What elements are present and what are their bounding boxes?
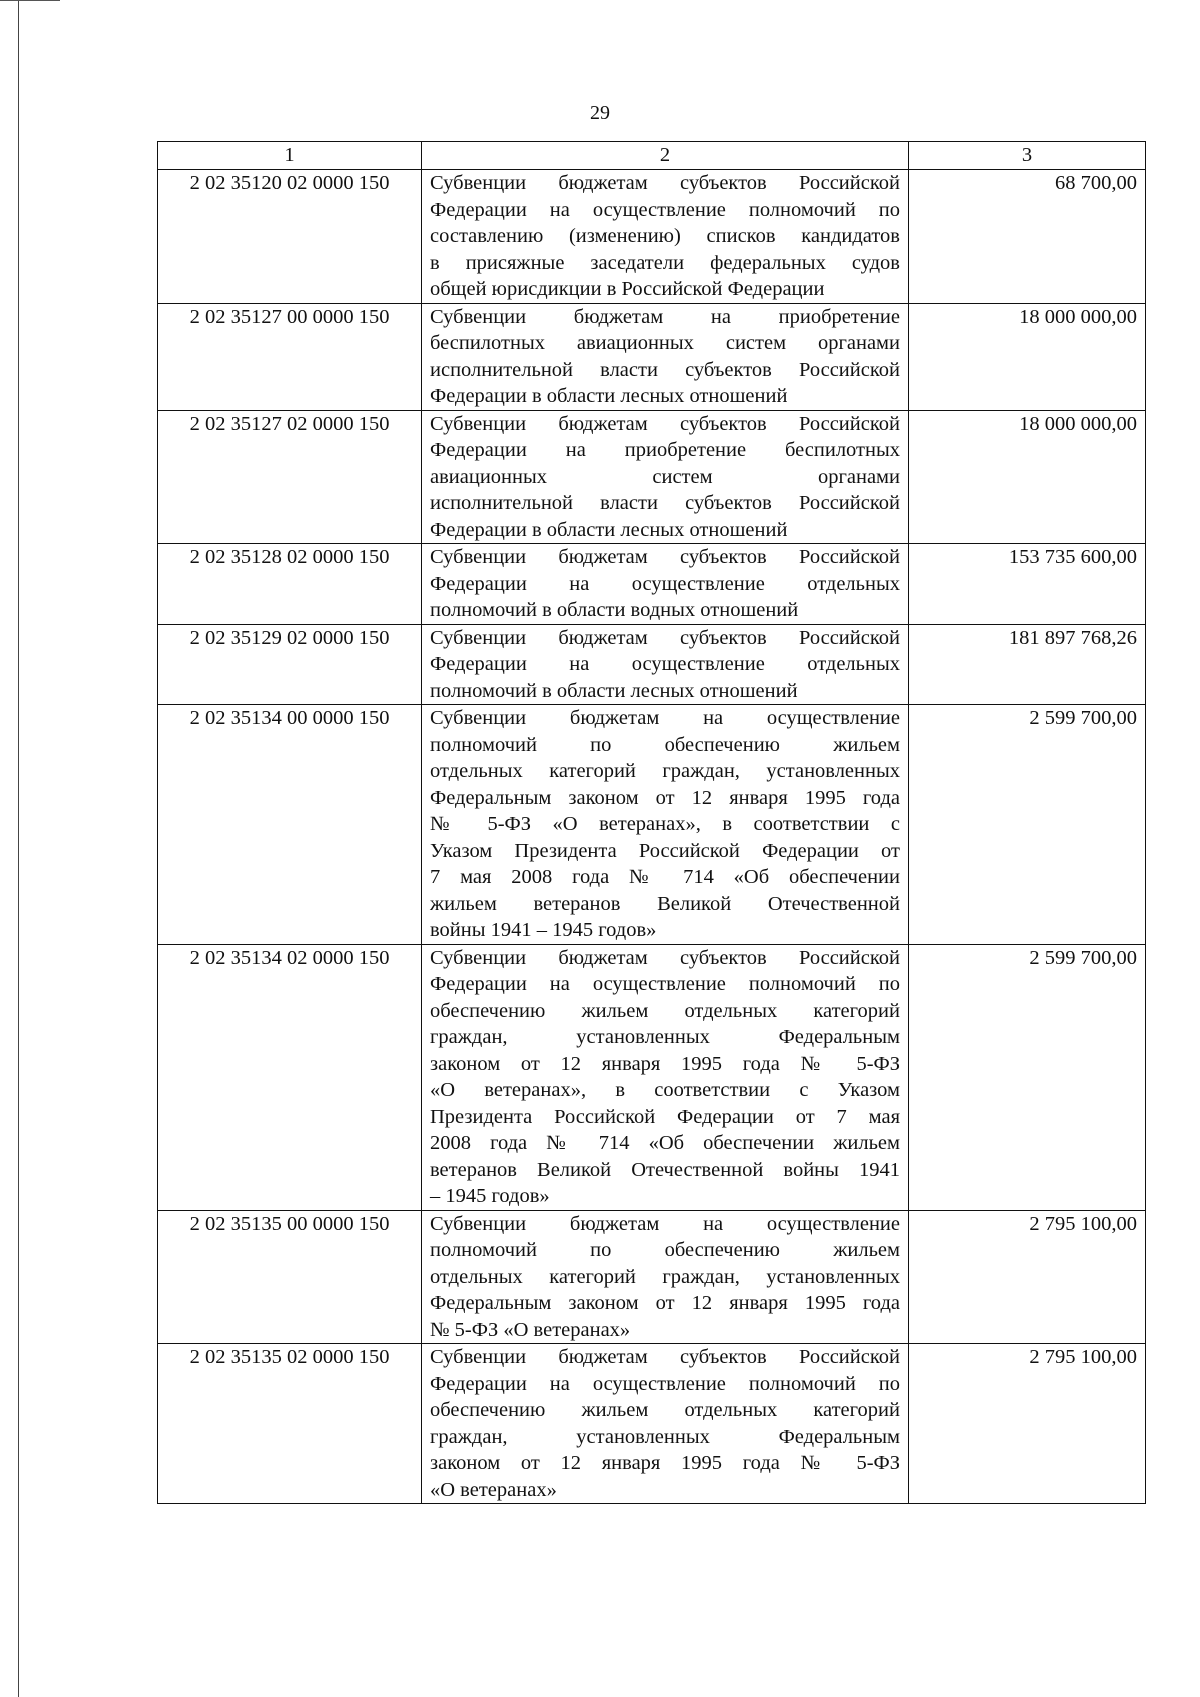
row-description [422, 1210, 909, 1344]
description-line: полномочий в области лесных отношений [430, 679, 798, 702]
row-code: 2 02 35127 00 0000 150 [158, 303, 422, 410]
budget-table [157, 141, 1146, 1504]
table-row [158, 170, 1146, 304]
page-number: 29 [590, 102, 610, 124]
row-code: 2 02 35128 02 0000 150 [158, 544, 422, 625]
description-line: полномочий по обеспечению жильем [430, 733, 900, 756]
row-amount: 153 735 600,00 [909, 544, 1146, 625]
description-line: «О ветеранах», в соответствии с Указом [430, 1079, 900, 1101]
table-row [158, 705, 1146, 945]
scan-edge-left [18, 0, 19, 1697]
description-line: Субвенции бюджетам субъектов Российской [430, 172, 900, 194]
description-line: составлению (изменению) списков кандидатов [430, 225, 900, 247]
description-line: «О ветеранах» [430, 1478, 557, 1501]
description-line: № 5-ФЗ «О ветеранах» [430, 1318, 631, 1341]
description-line: обеспечению жильем отдельных категорий [430, 1399, 900, 1421]
description-line: исполнительной власти субъектов Российской [430, 492, 900, 514]
description-line: Федерации на осуществление полномочий по [430, 198, 900, 221]
description-line: жильем ветеранов Великой Отечественной [430, 892, 900, 915]
description-line: войны 1941 – 1945 годов» [430, 919, 657, 941]
table-row [158, 410, 1146, 544]
description-line: № 5-ФЗ «О ветеранах», в соответствии с [430, 813, 900, 835]
description-line: – 1945 годов» [430, 1185, 550, 1207]
row-code: 2 02 35134 00 0000 150 [158, 705, 422, 945]
description-line: Субвенции бюджетам субъектов Российской [430, 412, 900, 435]
row-code: 2 02 35135 00 0000 150 [158, 1210, 422, 1344]
table-row [158, 624, 1146, 705]
table-header [158, 142, 1146, 170]
description-line: отдельных категорий граждан, установленных [430, 1265, 900, 1288]
description-line: Субвенции бюджетам на приобретение [430, 305, 900, 328]
row-description [422, 170, 909, 304]
row-description [422, 410, 909, 544]
description-line: ветеранов Великой Отечественной войны 1941 [430, 1158, 900, 1181]
row-amount: 2 795 100,00 [909, 1210, 1146, 1344]
table-row [158, 944, 1146, 1210]
table-row [158, 1210, 1146, 1344]
description-line: 2008 года № 714 «Об обеспечении жильем [430, 1132, 900, 1154]
row-description [422, 944, 909, 1210]
row-description [422, 303, 909, 410]
description-line: в присяжные заседатели федеральных судов [430, 251, 900, 274]
header-row [158, 142, 1146, 170]
description-line: беспилотных авиационных систем органами [430, 332, 900, 354]
description-line: Федерации на приобретение беспилотных [430, 439, 900, 461]
description-line: исполнительной власти субъектов Российской [430, 358, 900, 381]
description-line: Указом Президента Российской Федерации от [430, 839, 900, 862]
row-code: 2 02 35127 02 0000 150 [158, 410, 422, 544]
description-line: Федеральным законом от 12 января 1995 года [430, 786, 900, 809]
table-row [158, 544, 1146, 625]
table-row [158, 1344, 1146, 1504]
row-amount: 2 599 700,00 [909, 705, 1146, 945]
description-line: Субвенции бюджетам субъектов Российской [430, 626, 900, 649]
description-line: законом от 12 января 1995 года № 5-ФЗ [430, 1452, 900, 1474]
description-line: Субвенции бюджетам субъектов Российской [430, 946, 900, 969]
description-line: Федерации в области лесных отношений [430, 518, 788, 541]
row-description [422, 544, 909, 625]
row-amount: 18 000 000,00 [909, 410, 1146, 544]
description-line: Президента Российской Федерации от 7 мая [430, 1105, 900, 1128]
description-line: Федерации в области лесных отношений [430, 385, 788, 407]
row-amount: 2 795 100,00 [909, 1344, 1146, 1504]
description-line: отдельных категорий граждан, установленных [430, 760, 900, 782]
row-amount: 2 599 700,00 [909, 944, 1146, 1210]
column-header-description: 2 [422, 142, 909, 170]
description-line: Субвенции бюджетам субъектов Российской [430, 546, 900, 568]
description-line: полномочий по обеспечению жильем [430, 1239, 900, 1261]
description-line: законом от 12 января 1995 года № 5-ФЗ [430, 1052, 900, 1075]
table-row [158, 303, 1146, 410]
description-line: Федерации на осуществление отдельных [430, 653, 900, 675]
row-description [422, 624, 909, 705]
description-line: Федерации на осуществление отдельных [430, 572, 900, 595]
description-line: полномочий в области водных отношений [430, 599, 799, 621]
row-amount: 68 700,00 [909, 170, 1146, 304]
row-description [422, 705, 909, 945]
row-amount: 181 897 768,26 [909, 624, 1146, 705]
column-header-code: 1 [158, 142, 422, 170]
description-line: граждан, установленных Федеральным [430, 1425, 900, 1448]
description-line: Субвенции бюджетам на осуществление [430, 1212, 900, 1235]
description-line: авиационных систем органами [430, 465, 900, 488]
column-header-amount: 3 [909, 142, 1146, 170]
description-line: Субвенции бюджетам субъектов Российской [430, 1346, 900, 1368]
description-line: Федерации на осуществление полномочий по [430, 1372, 900, 1395]
description-line: Субвенции бюджетам на осуществление [430, 707, 900, 729]
row-code: 2 02 35135 02 0000 150 [158, 1344, 422, 1504]
description-line: Федерации на осуществление полномочий по [430, 973, 900, 995]
description-line: 7 мая 2008 года № 714 «Об обеспечении [430, 866, 900, 888]
row-description [422, 1344, 909, 1504]
description-line: обеспечению жильем отдельных категорий [430, 999, 900, 1022]
description-line: Федеральным законом от 12 января 1995 года [430, 1292, 900, 1314]
row-amount: 18 000 000,00 [909, 303, 1146, 410]
table-body [158, 170, 1146, 1504]
row-code: 2 02 35134 02 0000 150 [158, 944, 422, 1210]
row-code: 2 02 35120 02 0000 150 [158, 170, 422, 304]
scan-edge-top [0, 0, 60, 1]
description-line: общей юрисдикции в Российской Федерации [430, 278, 825, 300]
description-line: граждан, установленных Федеральным [430, 1026, 900, 1048]
row-code: 2 02 35129 02 0000 150 [158, 624, 422, 705]
